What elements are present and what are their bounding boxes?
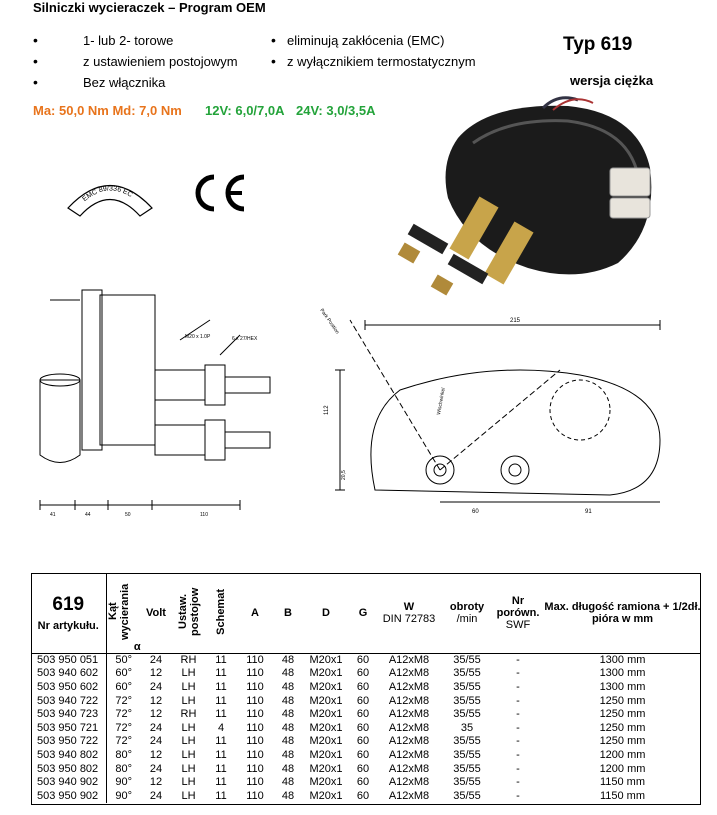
table-cell: 1250 mm [599,721,646,734]
bullet-dot: • [33,53,38,69]
table-cell: 35/55 [453,667,481,680]
table-cell: 48 [281,694,295,707]
table-cell: 48 [281,667,295,680]
dim-41: 41 [50,512,56,518]
dim-50: 50 [125,512,131,518]
table-cell: 12 [149,776,163,789]
table-cell: LH [181,694,196,707]
article-number-cell: 503 940 902 [31,776,106,790]
table-cell: 110 [246,789,264,802]
table-cell: 1150 mm [599,789,646,802]
table-row [31,667,701,681]
emc-text: EMC 89/336 EC [81,185,134,204]
table-cell: 35/55 [453,735,481,748]
table-cell: 48 [281,735,295,748]
table-row [31,762,701,776]
bullet-dot: • [271,53,276,69]
table-cell: 35/55 [453,789,481,802]
col-volt: Volt [141,573,171,654]
type-label: Typ 619 [563,34,633,55]
article-number-cell: 503 950 051 [31,654,106,668]
table-cell: A12xM8 [388,748,430,761]
table-cell: 48 [281,762,295,775]
table-cell: 1150 mm [599,776,646,789]
table-cell: 24 [149,654,163,667]
table-cell: 60 [356,680,370,693]
table-cell: 12 [149,748,163,761]
table-cell: 60 [356,667,370,680]
table-cell: 48 [281,789,295,802]
version-label: wersja ciężka [570,73,654,88]
table-row [31,789,701,803]
table-cell: 72° [115,708,133,721]
table-cell: M20x1 [309,776,343,789]
table-cell: LH [181,789,196,802]
table-cell: A12xM8 [388,694,430,707]
table-cell: LH [181,776,196,789]
col-park: Ustaw. postojow [171,573,206,654]
table-cell: 35/55 [453,776,481,789]
hex-label: 6 x 27/HEX [232,336,258,342]
table-cell: 72° [115,721,133,734]
table-cell: - [516,694,520,707]
table-cell: 11 [215,748,227,761]
table-cell: LH [181,762,196,775]
table-cell: A12xM8 [388,776,430,789]
table-cell: LH [181,680,196,693]
table-cell: 1250 mm [599,735,646,748]
table-row [31,735,701,749]
voltage-12v-spec: 12V: 6,0/7,0A [205,103,285,118]
table-row [31,681,701,695]
table-cell: 1300 mm [599,667,646,680]
table-cell: 35/55 [453,762,481,775]
table-cell: A12xM8 [388,680,430,693]
table-cell: 110 [246,680,264,693]
table-cell: A12xM8 [388,667,430,680]
table-cell: 60 [356,654,370,667]
table-cell: A12xM8 [388,654,430,667]
table-cell: 72° [115,694,133,707]
table-cell: 11 [215,680,227,693]
table-cell: - [516,748,520,761]
dim-91: 91 [585,509,592,515]
table-cell: A12xM8 [388,762,430,775]
table-cell: 80° [115,762,133,775]
col-model: 619 Nr artykułu. [31,573,106,654]
feature-item: Bez włącznika [83,75,166,90]
table-cell: 11 [215,776,227,789]
page-title: Silniczki wycieraczek – Program OEM [33,0,266,15]
table-cell: M20x1 [309,735,343,748]
col-a: A [236,573,274,654]
article-number-cell: 503 940 722 [31,694,106,708]
table-cell: 60 [356,721,370,734]
table-cell: RH [180,708,197,721]
table-cell: 60 [356,694,370,707]
bullet-dot: • [33,74,38,90]
wischwinkel-label: Wischwinkel [436,387,447,416]
col-rpm: obroty /min [442,573,492,654]
table-cell: 12 [149,667,163,680]
table-cell: 35/55 [453,694,481,707]
table-cell: 90° [115,776,133,789]
table-cell: 1250 mm [599,708,646,721]
table-cell: 11 [215,667,227,680]
table-cell: A12xM8 [388,735,430,748]
table-cell: 11 [215,654,227,667]
table-cell: 50° [115,654,133,667]
table-cell: 60° [115,680,133,693]
table-cell: 24 [149,762,163,775]
table-cell: 48 [281,654,295,667]
table-cell: 35/55 [453,748,481,761]
table-cell: - [516,776,520,789]
col-d: D [302,573,350,654]
table-cell: 1200 mm [599,748,646,761]
table-cell: 24 [149,735,163,748]
feature-item: eliminują zakłócenia (EMC) [287,33,445,48]
table-cell: 12 [149,708,163,721]
article-number-cell: 503 950 721 [31,721,106,735]
col-b: B [274,573,302,654]
table-cell: M20x1 [309,789,343,802]
table-cell: 35/55 [453,708,481,721]
col-wipe-angle: Kąt wycierania α [106,573,141,654]
table-cell: - [516,667,520,680]
park-position-label: Park Position [318,307,341,336]
col-ref: Nr porówn. SWF [492,573,544,654]
article-table [31,573,701,803]
table-row [31,654,701,668]
table-cell: 60° [115,667,133,680]
table-row [31,708,701,722]
table-cell: 90° [115,789,133,802]
table-cell: 110 [246,748,264,761]
table-cell: M20x1 [309,708,343,721]
table-cell: 24 [149,721,163,734]
table-cell: 60 [356,748,370,761]
article-number-cell: 503 940 602 [31,667,106,681]
thread-label: M20 x 1.0P [185,334,211,340]
col-w: W DIN 72783 [376,573,442,654]
table-cell: 60 [356,708,370,721]
table-cell: M20x1 [309,721,343,734]
col-schemat: Schemat [206,573,236,654]
dim-215: 215 [510,318,521,324]
table-cell: A12xM8 [388,708,430,721]
table-row [31,721,701,735]
table-cell: 48 [281,776,295,789]
table-cell: 1200 mm [599,762,646,775]
table-cell: 1300 mm [599,654,646,667]
article-number-cell: 503 950 802 [31,762,106,776]
table-cell: 48 [281,721,295,734]
article-number-cell: 503 940 723 [31,708,106,722]
table-cell: 35 [460,721,474,734]
table-cell: M20x1 [309,748,343,761]
table-cell: 1300 mm [599,680,646,693]
col-max-length: Max. długość ramiona + 1/2dł. pióra w mm [544,573,701,654]
emc-badge-icon [60,168,160,228]
table-cell: 4 [217,721,225,734]
table-cell: 12 [149,694,163,707]
table-cell: 11 [215,789,227,802]
table-cell: LH [181,721,196,734]
table-cell: LH [181,748,196,761]
table-cell: 72° [115,735,133,748]
table-cell: 11 [215,708,227,721]
table-cell: M20x1 [309,654,343,667]
shaft-1 [398,197,499,264]
table-cell: 1250 mm [599,694,646,707]
feature-item: z wyłącznikiem termostatycznym [287,54,476,69]
table-cell: 48 [281,680,295,693]
col-g: G [350,573,376,654]
ce-mark-icon [190,173,250,213]
bullet-dot: • [271,32,276,48]
technical-drawing [20,280,700,520]
dim-112: 112 [324,405,330,415]
table-cell: 80° [115,748,133,761]
table-cell: - [516,708,520,721]
torque-spec: Ma: 50,0 Nm Md: 7,0 Nm [33,103,182,118]
table-cell: M20x1 [309,680,343,693]
table-cell: - [516,762,520,775]
table-cell: M20x1 [309,694,343,707]
table-cell: - [516,789,520,802]
dim-60: 60 [472,509,479,515]
table-cell: 110 [246,667,264,680]
table-cell: 110 [246,708,264,721]
table-cell: A12xM8 [388,721,430,734]
feature-item: 1- lub 2- torowe [83,33,174,48]
article-number-cell: 503 950 722 [31,735,106,749]
table-cell: M20x1 [309,667,343,680]
table-cell: 110 [246,762,264,775]
voltage-24v-spec: 24V: 3,0/3,5A [296,103,376,118]
table-cell: - [516,654,520,667]
table-cell: - [516,680,520,693]
table-cell: 110 [246,694,264,707]
table-cell: 60 [356,789,370,802]
table-cell: 24 [149,680,163,693]
table-cell: 110 [246,721,264,734]
article-number-cell: 503 950 602 [31,681,106,695]
table-cell: 48 [281,748,295,761]
table-cell: 110 [246,654,264,667]
dim-44: 44 [85,512,91,518]
table-cell: 110 [246,776,264,789]
table-cell: 60 [356,762,370,775]
article-table-body [31,654,701,804]
bullet-dot: • [33,32,38,48]
article-number-cell: 503 940 802 [31,749,106,763]
table-cell: 110 [246,735,264,748]
dim-20-5: 20,5 [341,470,347,480]
table-cell: - [516,721,520,734]
table-row [31,694,701,708]
table-cell: 11 [215,735,227,748]
table-cell: 60 [356,735,370,748]
table-cell: LH [181,667,196,680]
article-number-cell: 503 950 902 [31,789,106,803]
table-cell: 24 [149,789,163,802]
table-row [31,749,701,763]
table-cell: LH [181,735,196,748]
table-cell: RH [180,654,197,667]
table-cell: 35/55 [453,680,481,693]
table-cell: 35/55 [453,654,481,667]
table-cell: - [516,735,520,748]
table-cell: 11 [215,694,227,707]
dim-110: 110 [200,512,208,518]
table-row [31,776,701,790]
table-cell: 60 [356,776,370,789]
feature-item: z ustawieniem postojowym [83,54,238,69]
table-cell: 11 [215,762,227,775]
table-cell: A12xM8 [388,789,430,802]
table-cell: 48 [281,708,295,721]
table-cell: M20x1 [309,762,343,775]
